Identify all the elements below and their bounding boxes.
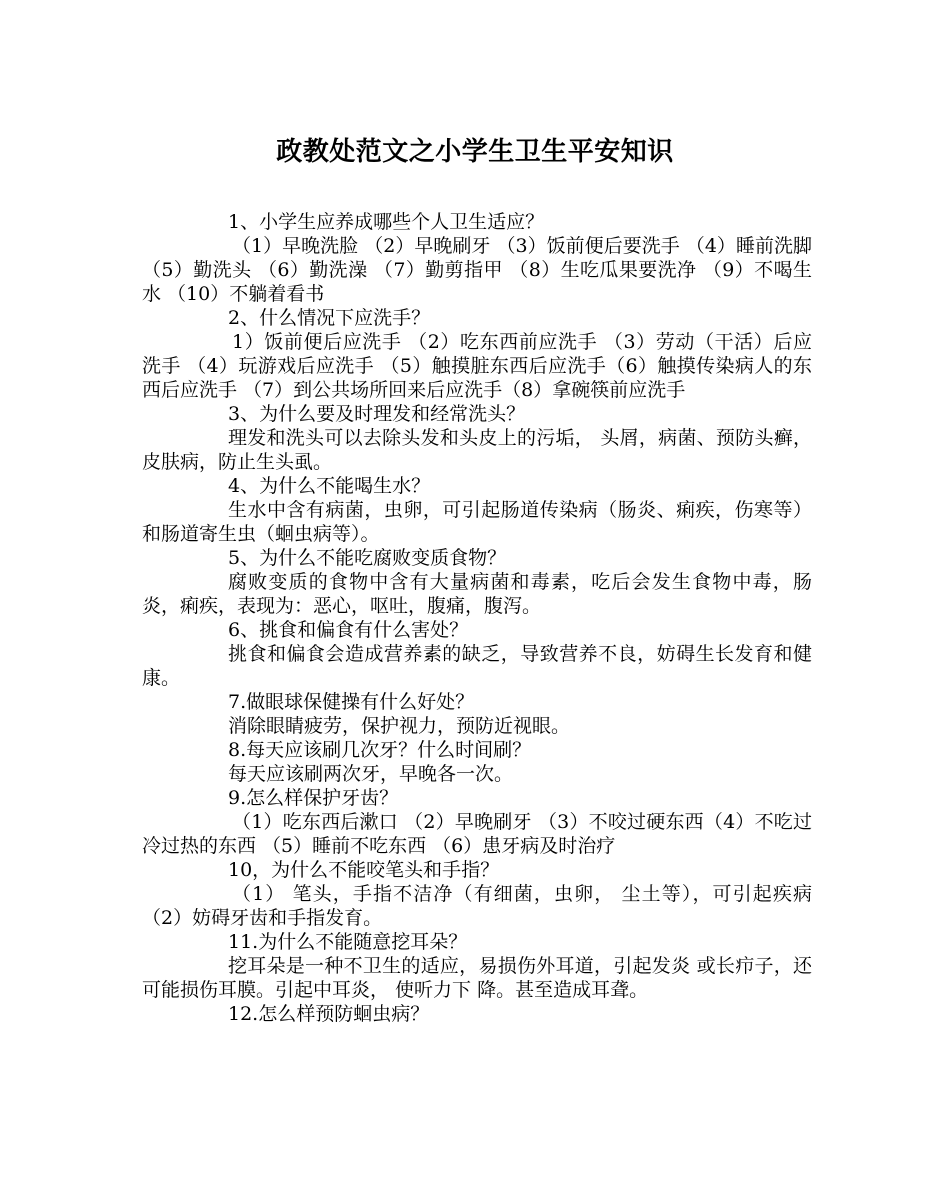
answer-paragraph: 挑食和偏食会造成营养素的缺乏，导致营养不良，妨碍生长发育和健康。 [142,643,812,689]
question-paragraph: 4、为什么不能喝生水？ [228,475,431,497]
answer-paragraph: 1）饭前便后应洗手 （2）吃东西前应洗手 （3）劳动（干活）后应洗手 （4）玩游戏后应洗手 （5）触摸脏东西后应洗手（6）触摸传染病人的东西后应洗手 （7）到公共场所回来后应洗手（8）拿碗筷前应洗手 [142,331,812,401]
answer-paragraph: 理发和洗头可以去除头发和头皮上的污垢， 头屑，病菌、预防头癣，皮肤病，防止生头虱。 [142,427,812,473]
question-paragraph: 1、小学生应养成哪些个人卫生适应？ [228,211,545,233]
answer-paragraph: （1） 笔头，手指不洁净（有细菌，虫卵， 尘土等），可引起疾病 （2）妨碍牙齿和手指发育。 [142,883,812,929]
answer-paragraph: 消除眼睛疲劳，保护视力，预防近视眼。 [228,715,571,737]
document-body [142,210,812,1026]
question-paragraph: 7.做眼球保健操有什么好处？ [228,691,475,713]
question-paragraph: 10，为什么不能咬笔头和手指？ [228,859,500,881]
answer-paragraph: 挖耳朵是一种不卫生的适应，易损伤外耳道，引起发炎 或长疖子，还可能损伤耳膜。引起中耳炎， 使听力下 降。甚至造成耳聋。 [142,955,812,1001]
question-paragraph: 3、为什么要及时理发和经常洗头？ [228,403,526,425]
question-paragraph: 5、为什么不能吃腐败变质食物？ [228,547,507,569]
answer-paragraph: （1）吃东西后漱口 （2）早晚刷牙 （3）不咬过硬东西（4）不吃过冷过热的东西 （5）睡前不吃东西 （6）患牙病及时治疗 [142,811,812,857]
answer-paragraph: （1）早晚洗脸 （2）早晚刷牙 （3）饭前便后要洗手 （4）睡前洗脚 （5）勤洗头 （6）勤洗澡 （7）勤剪指甲 （8）生吃瓜果要洗净 （9）不喝生水 （10）不躺着看书 [142,235,812,305]
answer-paragraph: 每天应该刷两次牙，早晚各一次。 [228,763,514,785]
question-paragraph: 11.为什么不能随意挖耳朵？ [228,931,468,953]
question-paragraph: 12.怎么样预防蛔虫病？ [228,1003,430,1025]
question-paragraph: 8.每天应该刷几次牙？什么时间刷？ [228,739,532,761]
answer-paragraph: 生水中含有病菌，虫卵，可引起肠道传染病（肠炎、痢疾，伤寒等）和肠道寄生虫（蛔虫病等）。 [142,499,812,545]
question-paragraph: 6、挑食和偏食有什么害处？ [228,619,469,641]
document-title: 政教处范文之小学生卫生平安知识 [276,137,674,167]
question-paragraph: 2、什么情况下应洗手？ [228,307,431,329]
question-paragraph: 9.怎么样保护牙齿？ [228,787,399,809]
answer-paragraph: 腐败变质的食物中含有大量病菌和毒素，吃后会发生食物中毒，肠炎，痢疾，表现为：恶心，呕吐，腹痛，腹泻。 [142,571,812,617]
